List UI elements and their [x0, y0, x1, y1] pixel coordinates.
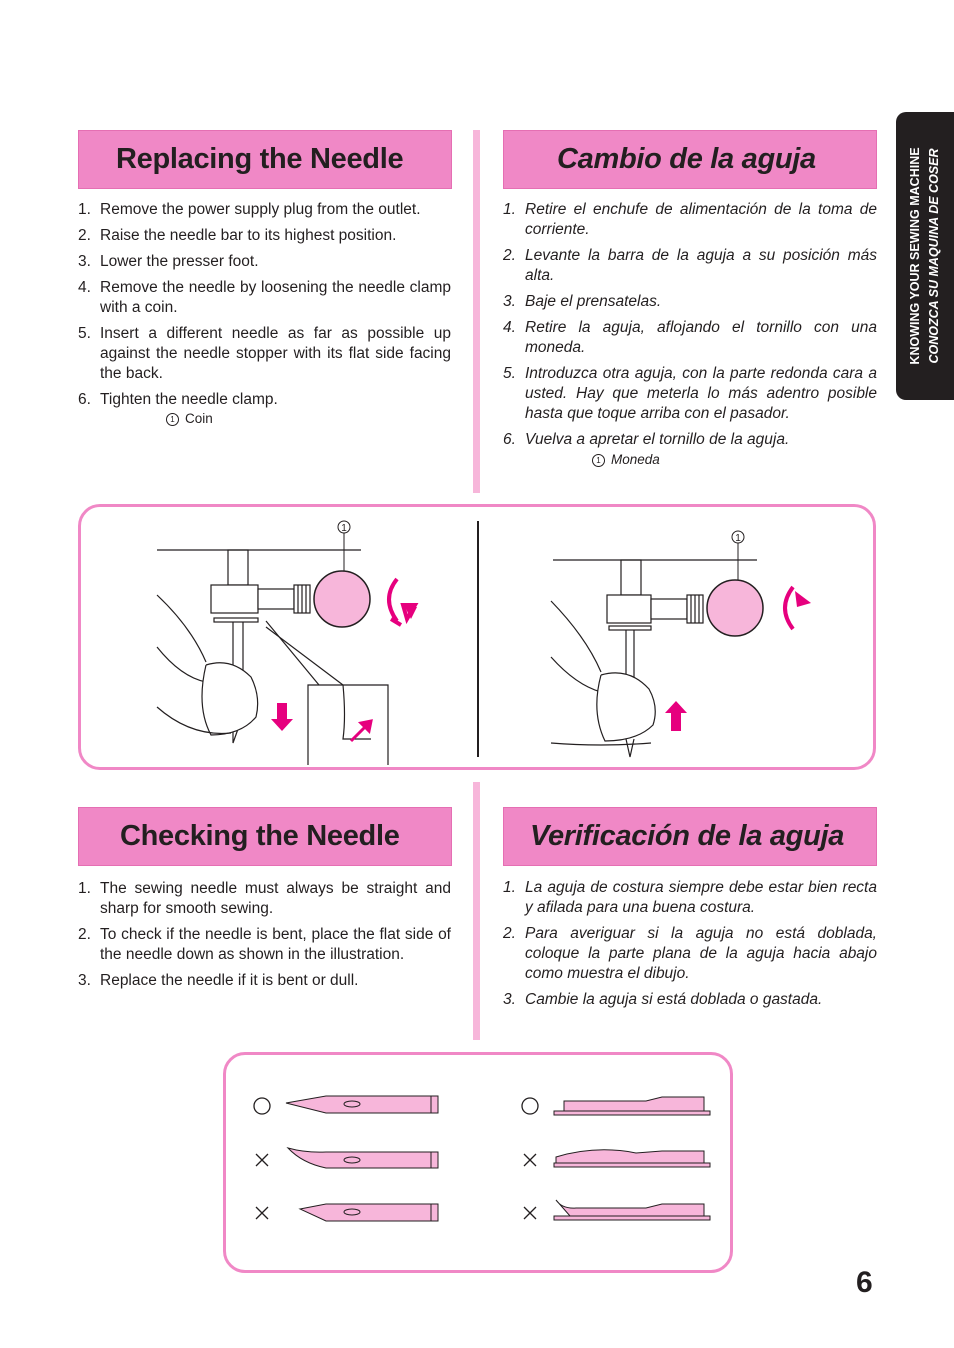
step-number: 2.	[503, 925, 516, 942]
checking-steps-en	[78, 879, 451, 997]
checking-title-banner-es	[503, 807, 877, 866]
list-item	[78, 879, 451, 919]
step-text: Vuelva a apretar el tornillo de la aguja.	[525, 431, 790, 448]
step-text: Lower the presser foot.	[100, 253, 259, 270]
step-number: 5.	[78, 325, 91, 342]
note-text: Moneda	[611, 452, 660, 467]
step-text: Baje el prensatelas.	[525, 293, 662, 310]
step-number: 4.	[503, 319, 516, 336]
list-item	[503, 430, 877, 450]
side-tab-line-es: CONOZCA SU MAQUINA DE COSER	[927, 148, 941, 364]
list-item	[78, 971, 451, 991]
list-item	[78, 324, 451, 384]
list-item	[78, 200, 451, 220]
replacing-steps-es	[503, 200, 877, 456]
step-number: 3.	[503, 991, 516, 1008]
straight-needle-side	[564, 1097, 704, 1111]
coin-left	[314, 571, 370, 627]
needle-clamp	[607, 595, 651, 623]
coin-right	[707, 580, 763, 636]
step-text: Para averiguar si la aguja no está doblada, coloque la parte plana de la aguja hacia abajo como muestra el dibujo.	[525, 925, 877, 982]
section-title-en: Checking the Needle	[120, 820, 400, 852]
needle-bar	[228, 550, 248, 585]
needle-stopper	[214, 618, 258, 622]
coin-note	[166, 411, 213, 426]
bent-needle-side	[556, 1150, 704, 1163]
callout-left: 1	[341, 523, 347, 534]
note-marker: 1	[166, 413, 179, 426]
thumb	[202, 663, 258, 735]
list-item	[78, 252, 451, 272]
rotate-arrow-right	[785, 587, 793, 629]
step-number: 2.	[78, 926, 91, 943]
small-arrow-icon	[351, 721, 371, 741]
list-item	[503, 200, 877, 240]
replacing-title-banner-en	[78, 130, 452, 189]
down-arrow-icon	[271, 703, 293, 731]
step-text: Remove the power supply plug from the outlet.	[100, 201, 421, 218]
needle-stopper	[609, 626, 651, 630]
list-item	[78, 925, 451, 965]
step-text: Levante la barra de la aguja a su posición más alta.	[525, 247, 877, 284]
flat-surface	[554, 1216, 710, 1220]
needle-replacement-illustration	[78, 504, 876, 770]
ng-mark-icon	[524, 1154, 536, 1166]
needle-tip	[626, 739, 634, 757]
step-number: 4.	[78, 279, 91, 296]
step-number: 2.	[503, 247, 516, 264]
step-text: Retire el enchufe de alimentación de la toma de corriente.	[525, 201, 877, 238]
checking-steps-es	[503, 878, 877, 1016]
list-item	[503, 364, 877, 424]
step-text: La aguja de costura siempre debe estar bien recta y afilada para una buena costura.	[525, 879, 877, 916]
page-number: 6	[856, 1266, 873, 1299]
needle-check-illustration	[223, 1052, 733, 1273]
bent-needle	[288, 1148, 438, 1168]
side-tab-text	[906, 147, 944, 364]
ok-mark-icon	[254, 1098, 270, 1114]
section-title-es: Verificación de la aguja	[530, 820, 845, 852]
needle-check-drawing	[226, 1055, 730, 1270]
step-text: Cambie la aguja si está doblada o gastada.	[525, 991, 823, 1008]
flat-surface	[554, 1163, 710, 1167]
finger-outline	[157, 595, 206, 662]
step-number: 2.	[78, 227, 91, 244]
step-text: Replace the needle if it is bent or dull.	[100, 972, 359, 989]
clamp-screw	[651, 599, 687, 619]
list-item	[503, 990, 877, 1010]
rotate-arrow-right-head	[795, 591, 811, 607]
dull-needle	[300, 1204, 438, 1221]
needle-replacement-drawing	[81, 507, 873, 767]
list-item	[503, 878, 877, 918]
list-item	[503, 246, 877, 286]
thumb	[597, 673, 655, 741]
section-side-tab	[896, 112, 954, 400]
step-number: 1.	[503, 879, 516, 896]
step-number: 5.	[503, 365, 516, 382]
step-text: Introduzca otra aguja, con la parte redonda cara a usted. Hay que meterla lo más adentro posible hasta que toque arriba con el pasador.	[525, 365, 877, 422]
step-text: To check if the needle is bent, place the flat side of the needle down as shown in the illustration.	[100, 926, 451, 963]
step-text: Remove the needle by loosening the needle clamp with a coin.	[100, 279, 451, 316]
step-number: 6.	[78, 391, 91, 408]
page-title-es: Cambio de la aguja	[557, 143, 816, 175]
step-number: 1.	[78, 201, 91, 218]
flat-surface	[554, 1111, 710, 1115]
side-tab-line-en: KNOWING YOUR SEWING MACHINE	[908, 147, 922, 365]
step-text: Tighten the needle clamp.	[100, 391, 278, 408]
needle-bar	[621, 560, 641, 595]
step-number: 3.	[503, 293, 516, 310]
column-divider-top	[473, 130, 480, 493]
up-arrow-icon	[665, 701, 687, 731]
list-item	[78, 226, 451, 246]
callout-right: 1	[735, 533, 741, 544]
column-divider-bottom	[473, 782, 480, 1040]
moneda-note	[592, 452, 660, 467]
replacing-title-banner-es	[503, 130, 877, 189]
straight-needle	[286, 1096, 438, 1113]
ok-mark-icon	[522, 1098, 538, 1114]
list-item	[503, 924, 877, 984]
step-number: 1.	[78, 880, 91, 897]
checking-title-banner-en	[78, 807, 452, 866]
page-title-en: Replacing the Needle	[116, 143, 404, 175]
needle-clamp	[211, 585, 258, 613]
list-item	[78, 390, 451, 410]
step-text: The sewing needle must always be straight and sharp for smooth sewing.	[100, 880, 451, 917]
ng-mark-icon	[256, 1154, 268, 1166]
ng-mark-icon	[524, 1207, 536, 1219]
list-item	[503, 318, 877, 358]
list-item	[503, 292, 877, 312]
replacing-steps-en	[78, 200, 451, 416]
step-number: 1.	[503, 201, 516, 218]
dull-needle-side	[556, 1200, 704, 1216]
step-number: 6.	[503, 431, 516, 448]
step-text: Retire la aguja, aflojando el tornillo con una moneda.	[525, 319, 877, 356]
ng-mark-icon	[256, 1207, 268, 1219]
step-number: 3.	[78, 253, 91, 270]
note-text: Coin	[185, 411, 213, 426]
list-item	[78, 278, 451, 318]
zoom-box	[308, 685, 388, 765]
step-number: 3.	[78, 972, 91, 989]
note-marker: 1	[592, 454, 605, 467]
step-text: Raise the needle bar to its highest position.	[100, 227, 397, 244]
step-text: Insert a different needle as far as possible up against the needle stopper with its flat side facing the back.	[100, 325, 451, 382]
clamp-screw	[258, 589, 294, 609]
